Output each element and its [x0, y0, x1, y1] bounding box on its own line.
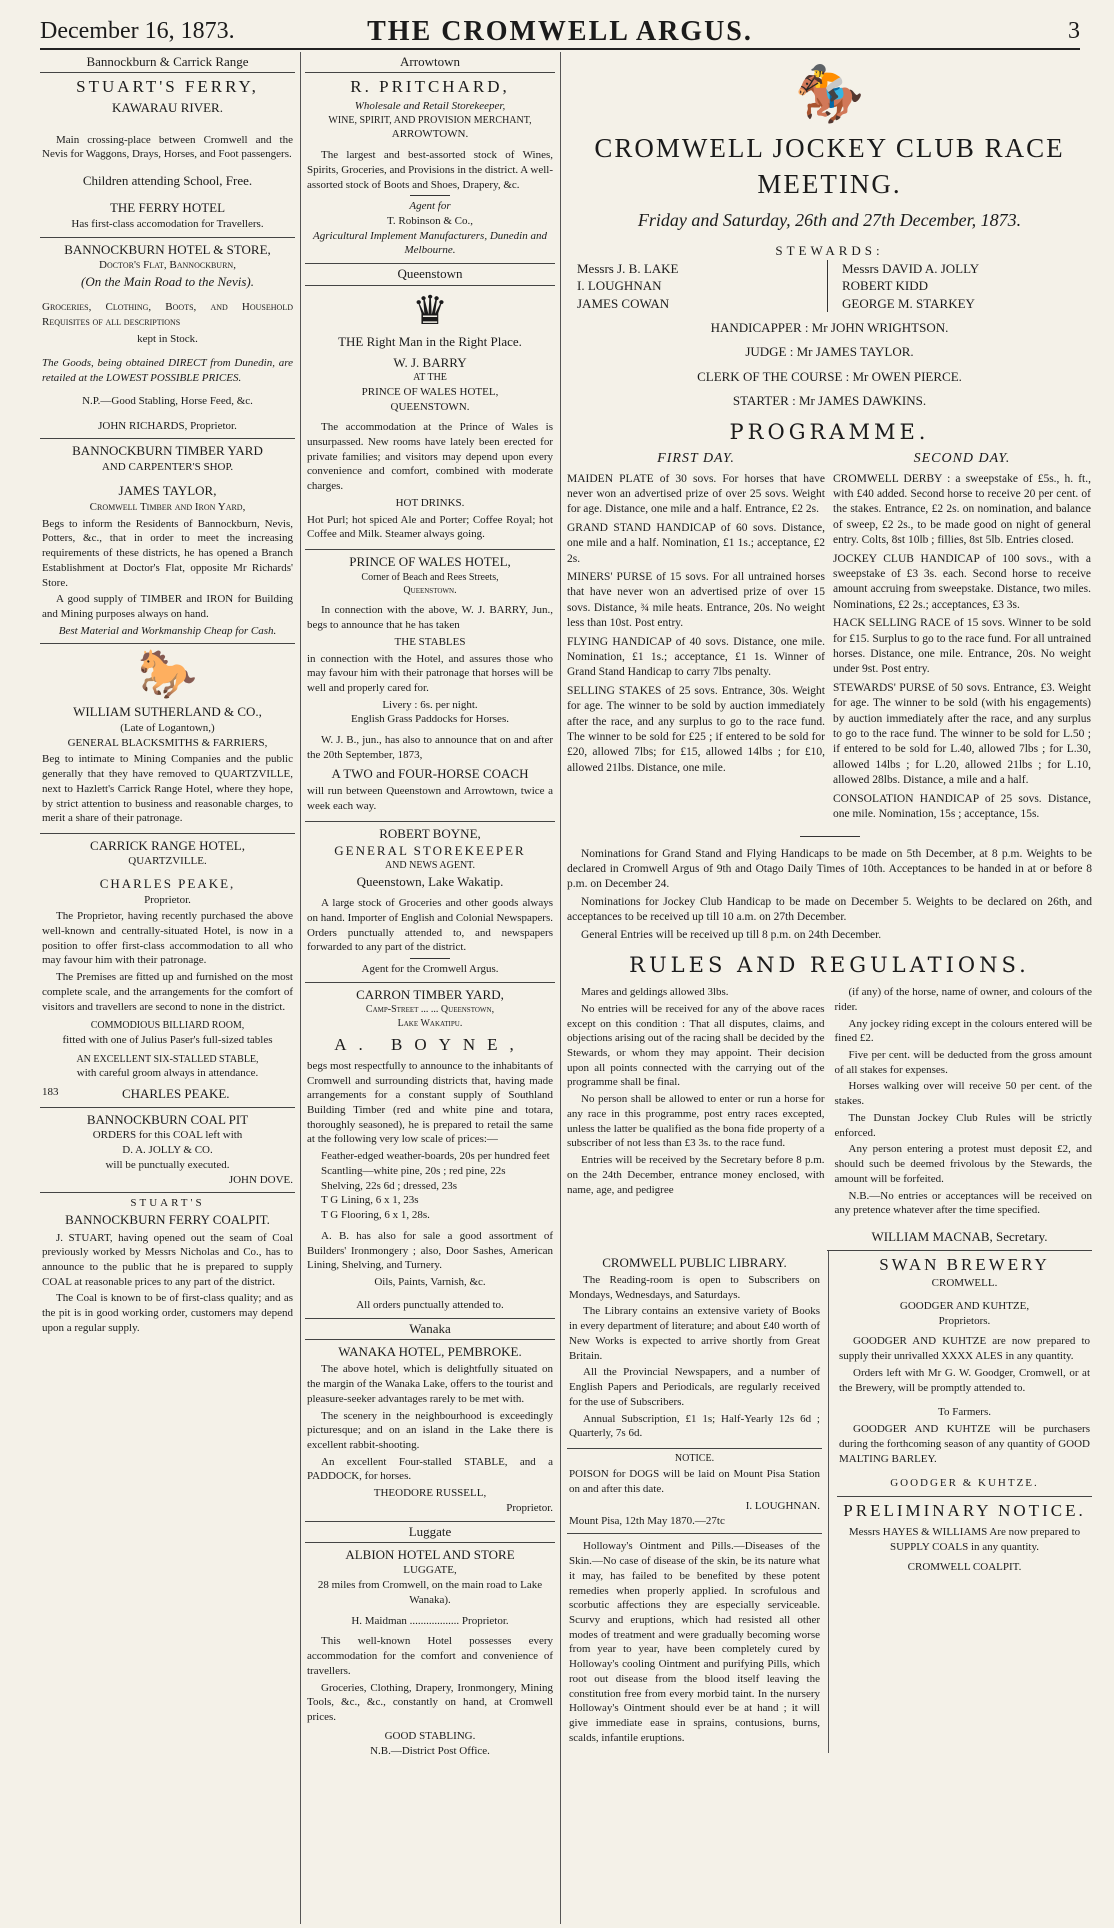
race-entry: CROMWELL DERBY : a sweepstake of £5s., h. ft., with £40 added. Second horse to receive 20 per cent. of the stakes. Entrance, £2 2s. on nomination, and balance of sweep, £2 2s., to be made good on night of general entry. Colts, 8st 10lb ; fillies, 8st 5lb. Entries closed.	[833, 472, 1091, 547]
steward-name: Messrs J. B. LAKE	[577, 260, 679, 276]
albion-hotel-ad	[305, 1543, 555, 1763]
programme-day-1	[567, 450, 825, 826]
entry-note: Nominations for Grand Stand and Flying Handicaps to be made on 5th December, at 8 p.m. Weights to be declared in Cromwell Argus of 9th and Otago Daily Times of 10th. Acceptances to be handed in at or before 8 p.m. on December 24.	[567, 847, 1092, 891]
stewards-label: STEWARDS:	[775, 243, 884, 259]
race-entry: GRAND STAND HANDICAP of 60 sovs. Distance, one mile and a half. Nomination, £1 1s.; acceptance, £2 2s.	[567, 521, 825, 565]
preliminary-notice	[837, 1497, 1092, 1580]
ad-lake: Lake Wakatipu.	[397, 1017, 463, 1029]
ad-hotel-note: Has first-class accomodation for Travellers.	[71, 217, 264, 230]
ad-heading: THE Right Man in the Right Place.	[338, 333, 522, 349]
ad-supply: A good supply of TIMBER and IRON for Building and Mining purposes always on hand.	[42, 593, 293, 620]
ad-yard: Cromwell Timber and Iron Yard,	[89, 500, 246, 513]
ad-role: Proprietor.	[144, 893, 191, 906]
rule-item: Any jockey riding except in the colours entered will be fined £2.	[834, 1017, 1092, 1045]
ad-post: N.B.—District Post Office.	[370, 1744, 490, 1757]
racehorse-icon: 🏇	[794, 64, 865, 126]
ad-place: QUEENSTOWN.	[390, 400, 470, 413]
ad-hotel: THE FERRY HOTEL	[109, 200, 226, 216]
ad-sign: THEODORE RUSSELL,	[373, 1487, 487, 1500]
rules-and-regulations	[567, 983, 1092, 1220]
bottom-right	[837, 1251, 1092, 1753]
ad-motto: Best Material and Workmanship Cheap for Cash.	[58, 624, 277, 637]
carrick-hotel-ad	[40, 834, 295, 1108]
ad-body-1: The Proprietor, having recently purchased the above well-known and centrally-situated Hotel, is now in a position to offer first-class accommodation to all who may favour him with their patronage.	[42, 910, 293, 967]
ad-trade-2: WINE, SPIRIT, AND PROVISION MERCHANT,	[328, 114, 532, 126]
race-meeting-dates: Friday and Saturday, 26th and 27th December, 1873.	[637, 210, 1022, 231]
ad-name: A. BOYNE,	[334, 1035, 526, 1054]
steward-name: Messrs DAVID A. JOLLY	[842, 260, 980, 276]
ad-body: The accommodation at the Prince of Wales is unsurpassed. New rooms have lately been erected for private families; and visitors may depend upon every convenience and comfort, combined with moderate charges.	[307, 421, 553, 493]
ad-body-2: Groceries, Clothing, Drapery, Ironmongery, Mining Tools, &c., &c., constantly on hand, at Cromwell prices.	[307, 1681, 553, 1724]
section-queenstown: Queenstown	[305, 264, 555, 285]
rule-item: Horses walking over will receive 50 per cent. of the stakes.	[834, 1080, 1092, 1108]
ad-name: ROBERT BOYNE,	[379, 825, 481, 841]
programme-heading: PROGRAMME.	[729, 419, 930, 444]
ad-agent-trade: Agricultural Implement Manufacturers, Dunedin and Melbourne.	[313, 229, 547, 257]
ad-kept: kept in Stock.	[137, 332, 198, 345]
notice-date: Mount Pisa, 12th May 1870.—27tc	[569, 1514, 725, 1527]
ad-orders: ORDERS for this COAL left with	[92, 1129, 243, 1142]
ad-name: CHARLES PEAKE,	[99, 876, 236, 892]
judge: JUDGE : Mr JAMES TAYLOR.	[745, 344, 914, 360]
ad-coach-body: will run between Queenstown and Arrowtown, twice a week each way.	[307, 785, 553, 812]
carron-timber-ad	[305, 983, 555, 1319]
ad-owner: STUART'S	[130, 1197, 205, 1210]
section-arrowtown: Arrowtown	[305, 52, 555, 73]
ad-body: A large stock of Groceries and other goods always on hand. Importer of English and Colonial Newspapers. Orders punctually attended to, and newspapers forwarded to any part of the district.	[307, 897, 553, 954]
ad-sign: JOHN DOVE.	[228, 1173, 293, 1186]
entry-notes	[567, 847, 1092, 943]
sutherland-ad	[40, 644, 295, 834]
ad-place: QUARTZVILLE.	[128, 855, 207, 868]
race-entry: STEWARDS' PURSE of 50 sovs. Entrance, £3. Weight for age. The winner to be sold (with his engagements) by auction immediately after the race, and any surplus to go to the race fund. The winner to be sold for L.50 ; if entered to be sold for L.40, allowed 7lbs ; for L.30, allowed 14lbs ; for L.20, allowed 21lbs ; for L.10, allowed 28lbs. Distance, a mile and a half.	[833, 681, 1091, 787]
programme	[567, 450, 1092, 826]
section-luggate: Luggate	[305, 1522, 555, 1543]
price-item: T G Flooring, 6 x 1, 28s.	[321, 1209, 430, 1222]
ad-body-4: Annual Subscription, £1 1s; Half-Yearly 12s 6d ; Quarterly, 7s 6d.	[569, 1412, 820, 1440]
rules-heading: RULES AND REGULATIONS.	[629, 952, 1030, 977]
ad-stabling: GOOD STABLING.	[384, 1729, 476, 1742]
column-2	[300, 52, 555, 1924]
rule-item: No person shall be allowed to enter or run a horse for any race in this programme, post entry races excepted, unless the latter be qualified as the bona fide property of a subscriber of not less than £3 3s. to the race fund.	[567, 1093, 825, 1150]
wanaka-hotel-ad	[305, 1340, 555, 1522]
ad-body: The largest and best-assorted stock of Wines, Spirits, Groceries, and Provisions in the district. A well-assorted stock of Boots and Shoes, Drapery, &c.	[307, 149, 553, 191]
clerk-of-course: CLERK OF THE COURSE : Mr OWEN PIERCE.	[697, 368, 962, 384]
ad-proprietor: JOHN RICHARDS, Proprietor.	[98, 419, 237, 432]
ad-title: WANAKA HOTEL, PEMBROKE.	[338, 1343, 522, 1359]
rules-left-column	[567, 983, 825, 1220]
ad-body: begs most respectfully to announce to the inhabitants of Cromwell and surrounding districts that, having made arrangements for a constant supply of Southland Building Timber (red and white pine and totara, thoroughly seasoned), he is prepared to retail the same at the following very low scale of prices:—	[307, 1059, 553, 1146]
ad-billiard: COMMODIOUS BILLIARD ROOM,	[90, 1020, 245, 1032]
ad-body-2: A. B. has also for sale a good assortment of Builders' Ironmongery ; also, Door Sashes, American Lining, Shelving, and Turnery.	[307, 1229, 553, 1272]
holloway-ad	[567, 1534, 822, 1752]
notice-sign: I. LOUGHNAN.	[745, 1499, 820, 1512]
ad-trade-2: AND NEWS AGENT.	[384, 860, 476, 872]
notice-body: POISON for DOGS will be laid on Mount Pisa Station on and after this date.	[569, 1468, 820, 1496]
ad-trade: GENERAL BLACKSMITHS & FARRIERS,	[67, 736, 268, 749]
ad-body-1: J. STUART, having opened out the seam of Coal previously worked by Messrs Nicholas and Co., has to announce to the public that he is prepared to supply COAL at reasonable prices to any part of the district.	[42, 1231, 293, 1288]
entry-note: General Entries will be received up till 8 p.m. on 24th December.	[581, 928, 882, 941]
ad-title: BANNOCKBURN TIMBER YARD	[72, 443, 263, 459]
library-ad	[567, 1251, 822, 1449]
bottom-ads	[567, 1251, 1092, 1753]
boyne-store-ad	[305, 822, 555, 983]
ad-agent: Agent for the Cromwell Argus.	[361, 963, 499, 976]
ad-title: CROMWELL PUBLIC LIBRARY.	[602, 1254, 787, 1270]
ad-title: ALBION HOTEL AND STORE	[345, 1547, 515, 1563]
race-entry: JOCKEY CLUB HANDICAP of 100 sovs., with a sweepstake of £3 3s. each. Second horse to receive amount accruing from sweepstake. Distance, two miles. Nominations, £2 2s.; acceptances, £3 3s.	[833, 552, 1091, 611]
column-3	[560, 52, 1092, 1924]
ad-body-2: The scenery in the neighbourhood is exceedingly picturesque; and on an island in the Lake there is excellent rabbit-shooting.	[307, 1409, 553, 1451]
stewards-left-column	[577, 260, 828, 312]
ad-place: KAWARAU RIVER.	[112, 100, 223, 116]
ad-body: Beg to intimate to Mining Companies and the public generally that they have removed to QUARTZVILLE, next to Hazlett's Carrick Range Hotel, where they hope, by strict attention to business and reasonable charges, to merit a share of their patronage.	[42, 753, 293, 825]
ad-body-2: in connection with the Hotel, and assures those who may favour him with their patronage that horses will be well and properly cared for.	[307, 652, 553, 694]
ad-coach: A TWO and FOUR-HORSE COACH	[331, 765, 529, 781]
section-wanaka: Wanaka	[305, 1319, 555, 1340]
ad-body-1: This well-known Hotel possesses every accommodation for the comfort and convenience of travellers.	[307, 1635, 553, 1677]
ad-children: Children attending School, Free.	[82, 173, 253, 189]
ad-livery: Livery : 6s. per night.	[382, 698, 478, 711]
ad-body-1: GOODGER AND KUHTZE are now prepared to supply their unrivalled XXXX ALES in any quantity.	[839, 1335, 1090, 1363]
rule-item: N.B.—No entries or acceptances will be received on any pretence whatever after the time specified.	[834, 1189, 1092, 1217]
ad-ref-number: 183	[42, 1085, 59, 1098]
ad-title: BANNOCKBURN FERRY COALPIT.	[65, 1212, 270, 1228]
ad-title: CARRON TIMBER YARD,	[356, 986, 504, 1002]
race-entry: MINERS' PURSE of 15 sovs. For all untrained horses that have never won an advertised prize of over 15 sovs. Distance, ¾ mile heats. Entrance, 20s. No weight less than 10st. Post entry.	[567, 571, 825, 630]
secretary-sign: WILLIAM MACNAB, Secretary.	[827, 1228, 1092, 1250]
ad-stable: AN EXCELLENT SIX-STALLED STABLE,	[76, 1053, 259, 1065]
ad-farmers: To Farmers.	[938, 1406, 991, 1419]
steward-name: JAMES COWAN	[577, 295, 670, 311]
timber-yard-ad	[40, 439, 295, 644]
ad-stable-2: with careful groom always in attendance.	[76, 1066, 259, 1079]
ad-at: AT THE	[413, 372, 447, 384]
ad-title: BANNOCKBURN COAL PIT	[86, 1112, 249, 1128]
stewards-right-column	[828, 260, 1082, 312]
horse-icon: 🐎	[137, 648, 198, 702]
ad-title: WILLIAM SUTHERLAND & CO.,	[73, 704, 262, 720]
ad-stables: THE STABLES	[394, 635, 466, 648]
race-meeting-title: CROMWELL JOCKEY CLUB RACE MEETING.	[594, 133, 1065, 200]
ad-sign: CHARLES PEAKE.	[121, 1085, 230, 1101]
steward-name: I. LOUGHNAN	[577, 278, 662, 294]
ad-body: Begs to inform the Residents of Bannockburn, Nevis, Potters, &c., that in order to meet the increasing requirements of these districts, he has opened a Branch Establishment at Doctor's Flat, opposite Mr Richards' Store.	[42, 517, 293, 589]
handicapper: HANDICAPPER : Mr JOHN WRIGHTSON.	[710, 320, 949, 336]
crown-icon: ♛	[412, 287, 448, 333]
swan-brewery-ad	[837, 1251, 1092, 1498]
ad-body: Main crossing-place between Cromwell and the Nevis for Waggons, Drays, Horses, and Foot passengers.	[42, 133, 293, 161]
ad-proprietor: H. Maidman .................. Proprietor.	[351, 1614, 509, 1627]
ad-street: Camp-Street ... ... Queenstown,	[365, 1004, 495, 1016]
ad-late: (Late of Logantown,)	[120, 721, 215, 734]
ad-title: PRINCE OF WALES HOTEL,	[349, 554, 511, 570]
ad-road: (On the Main Road to the Nevis).	[81, 273, 254, 289]
rule-item: Five per cent. will be deducted from the gross amount of all stakes for expenses.	[834, 1049, 1092, 1076]
ad-goods: Groceries, Clothing, Boots, and Household Requisites of all descriptions	[42, 301, 293, 328]
issue-date: December 16, 1873.	[40, 18, 235, 44]
ad-title: STUART'S FERRY,	[76, 77, 259, 97]
race-entry: MAIDEN PLATE of 30 sovs. For horses that have never won an advertised prize of over 25 sovs. Weight for age. Distance, one mile and a half. Entrance, £2 2s.	[567, 472, 825, 516]
ad-body-3: All the Provincial Newspapers, and a number of English Papers and Periodicals, are regularly received for the use of Subscribers.	[569, 1366, 820, 1408]
ad-body-2: The Library contains an extensive variety of Books in every department of literature; and about £40 worth of New Works is expected to arrive shortly from Great Britain.	[569, 1305, 820, 1362]
race-entry: FLYING HANDICAP of 40 sovs. Distance, one mile. Nomination, £1 1s.; acceptance, £1 1s. Winner of Grand Stand Handicap to carry 7lbs penalty.	[567, 635, 825, 679]
ad-billiard-2: fitted with one of Julius Paser's full-sized tables	[62, 1033, 273, 1046]
ad-place: Queenstown, Lake Wakatip.	[356, 873, 504, 889]
race-entry: HACK SELLING RACE of 15 sovs. Winner to be sold for £15. Surplus to go to the race fund. For all untrained horses. Distance, one mile. Entrance, 20s. No weight under 9st. Post entry.	[833, 617, 1091, 676]
day-heading: SECOND DAY.	[913, 450, 1011, 466]
ad-name: JAMES TAYLOR,	[118, 483, 217, 499]
ad-trade: Wholesale and Retail Storekeeper,	[354, 100, 506, 113]
bottom-left	[567, 1251, 829, 1753]
rule-item: Entries will be received by the Secretary before 8 p.m. on the 24th December, entrance money enclosed, with name, age, and pedigree	[567, 1154, 825, 1196]
ad-role: Proprietors.	[938, 1314, 991, 1327]
ad-distance: 28 miles from Cromwell, on the main road to Lake Wanaka).	[317, 1579, 543, 1606]
price-item: Shelving, 22s 6d ; dressed, 23s	[321, 1179, 457, 1192]
stewards-list	[567, 260, 1092, 312]
ad-body: Holloway's Ointment and Pills.—Diseases of the Skin.—No case of disease of the skin, be its nature what it may, has failed to be benefited by these potent remedies when properly applied. In scrofulous and scorbutic affections they are especially serviceable. Scurvy and eruptions, which had resisted all other modes of treatment and were gradually becoming worse from year to year, have been completely cured by Holloway's cooling Ointment and purifying Pills, which root out disease from the blood itself leaving the constitution free from every morbid taint. In the nursery Holloway's Ointment should ever be at hand ; it will give immediate ease in sprains, contusions, burns, scalds, infantile eruptions.	[569, 1540, 820, 1744]
ad-title: R. PRITCHARD,	[350, 77, 510, 97]
ad-note: The Goods, being obtained DIRECT from Dunedin, are retailed at the LOWEST POSSIBLE PRICES.	[42, 357, 293, 385]
ad-body-2: The Coal is known to be of first-class quality; and as the pit is in good working order, customers may depend upon a regular supply.	[42, 1292, 293, 1334]
price-item: T G Lining, 6 x 1, 23s	[321, 1194, 419, 1207]
ad-body-3: An excellent Four-stalled STABLE, and a PADDOCK, for horses.	[307, 1455, 553, 1483]
ad-title: SWAN BREWERY	[879, 1254, 1050, 1274]
ad-sign: GOODGER & KUHTZE.	[890, 1477, 1039, 1490]
ad-body: Messrs HAYES & WILLIAMS Are now prepared to SUPPLY COALS in any quantity.	[848, 1525, 1081, 1553]
bannockburn-hotel-ad	[40, 238, 295, 440]
ad-hotel: PRINCE OF WALES HOTEL,	[361, 385, 499, 398]
rule-item: Mares and geldings allowed 3lbs.	[581, 986, 729, 999]
ad-role: Proprietor.	[506, 1501, 553, 1514]
day-heading: FIRST DAY.	[657, 450, 735, 466]
ad-paddocks: English Grass Paddocks for Horses.	[351, 713, 509, 726]
ad-corner: Corner of Beach and Rees Streets,	[361, 571, 499, 583]
rule-item: (if any) of the horse, name of owner, and colours of the rider.	[834, 986, 1092, 1013]
rules-right-column	[835, 983, 1093, 1220]
barry-ad	[305, 286, 555, 551]
coal-pit-ad	[40, 1108, 295, 1193]
steward-name: ROBERT KIDD	[842, 278, 929, 294]
ad-place: Doctor's Flat, Bannockburn,	[99, 259, 236, 271]
ad-executed: will be punctually executed.	[105, 1158, 230, 1171]
ad-agent: D. A. JOLLY & CO.	[122, 1144, 213, 1157]
page-number: 3	[1068, 18, 1080, 44]
ad-title: CARRICK RANGE HOTEL,	[90, 837, 245, 853]
steward-name: GEORGE M. STARKEY	[842, 295, 975, 311]
ad-drinks-body: Hot Purl; hot spiced Ale and Porter; Coffee Royal; hot Coffee and Milk. Steamer always going.	[307, 513, 553, 541]
ad-body-3: GOODGER AND KUHTZE will be purchasers during the forthcoming season of any quantity of GOOD MALTING BARLEY.	[839, 1423, 1090, 1465]
poison-notice	[567, 1449, 822, 1534]
ad-stabling: N.P.—Good Stabling, Horse Feed, &c.	[82, 394, 253, 407]
ad-agent-label: Agent for	[409, 200, 451, 213]
race-officials	[567, 319, 1092, 410]
rule-item: Any person entering a protest must deposit £2, and should such be deemed frivolous by the Stewards, the amount will be forfeited.	[834, 1143, 1092, 1185]
ad-body-2: The Premises are fitted up and furnished on the most complete scale, and the arrangements for the comfort of visitors and travellers are second to none in the district.	[42, 971, 293, 1013]
ad-agent-name: T. Robinson & Co.,	[387, 214, 473, 227]
ad-subtitle: AND CARPENTER'S SHOP.	[101, 460, 234, 473]
ad-body-2: Orders left with Mr G. W. Goodger, Cromwell, or at the Brewery, will be promptly attended to.	[839, 1366, 1090, 1394]
pritchard-ad	[305, 73, 555, 264]
ferry-coalpit-ad	[40, 1193, 295, 1342]
stuart-ferry-ad	[40, 73, 295, 237]
ad-drinks: HOT DRINKS.	[395, 496, 465, 509]
price-item: Scantling—white pine, 20s ; red pine, 22s	[321, 1164, 506, 1177]
paper-title: THE CROMWELL ARGUS.	[367, 16, 753, 47]
ad-place: ARROWTOWN.	[391, 128, 469, 141]
notice-label: NOTICE.	[674, 1452, 715, 1464]
ad-place: Queenstown.	[403, 584, 457, 596]
race-entry: SELLING STAKES of 25 sovs. Entrance, 30s. Weight for age. The winner to be sold by auction immediately after the race, and any surplus to go to the race fund. The winner to be sold for £25 ; if entered to be sold for £20, allowed 7lbs; for £15, allowed 14lbs ; for £10, allowed 21lbs. Distance, one mile.	[567, 684, 825, 774]
ad-body-3: W. J. B., jun., has also to announce that on and after the 20th September, 1873,	[307, 734, 553, 761]
ad-name: W. J. BARRY	[393, 354, 467, 370]
race-entry: CONSOLATION HANDICAP of 25 sovs. Distance, one mile. Nomination, 15s ; acceptance, 15s.	[833, 792, 1091, 821]
ad-coalpit: CROMWELL COALPIT.	[907, 1561, 1022, 1574]
ad-body-1: The Reading-room is open to Subscribers on Mondays, Wednesdays, and Saturdays.	[569, 1273, 820, 1301]
programme-day-2	[833, 450, 1091, 826]
rule-item: No entries will be received for any of the above races except on this condition : That all disputes, claims, and objections arising out of the racing shall be decided by the Stewards, or whom they may appoint. Their decision upon all points connected with the carrying out of the programme shall be final.	[567, 1002, 825, 1089]
ad-title: BANNOCKBURN HOTEL & STORE,	[64, 241, 271, 257]
ad-oils: Oils, Paints, Varnish, &c.	[374, 1276, 486, 1289]
column-1	[40, 52, 295, 1924]
ad-place: LUGGATE,	[403, 1564, 457, 1577]
price-item: Feather-edged weather-boards, 20s per hundred feet	[321, 1150, 550, 1163]
masthead	[40, 14, 1080, 50]
ad-body-1: The above hotel, which is delightfully situated on the margin of the Wanaka Lake, offers to the tourist and pleasure-seeker advantages rarely to be met with.	[307, 1363, 553, 1405]
ad-owners: GOODGER AND KUHTZE,	[899, 1300, 1030, 1312]
entry-note: Nominations for Jockey Club Handicap to be made on December 5. Weights to be declared on 26th, and acceptances to be received up till 10 a.m. on 27th December.	[567, 895, 1092, 924]
ad-title: PRELIMINARY NOTICE.	[843, 1501, 1086, 1521]
starter: STARTER : Mr JAMES DAWKINS.	[732, 393, 927, 409]
rule-item: The Dunstan Jockey Club Rules will be strictly enforced.	[834, 1111, 1092, 1139]
ad-body-1: In connection with the above, W. J. BARRY, Jun., begs to announce that he has taken	[307, 604, 553, 632]
prince-wales-ad	[305, 550, 555, 821]
ad-trade: GENERAL STOREKEEPER	[334, 842, 526, 858]
ad-place: CROMWELL.	[931, 1277, 998, 1290]
section-heading: Bannockburn & Carrick Range	[40, 52, 295, 73]
ad-orders: All orders punctually attended to.	[356, 1298, 504, 1311]
